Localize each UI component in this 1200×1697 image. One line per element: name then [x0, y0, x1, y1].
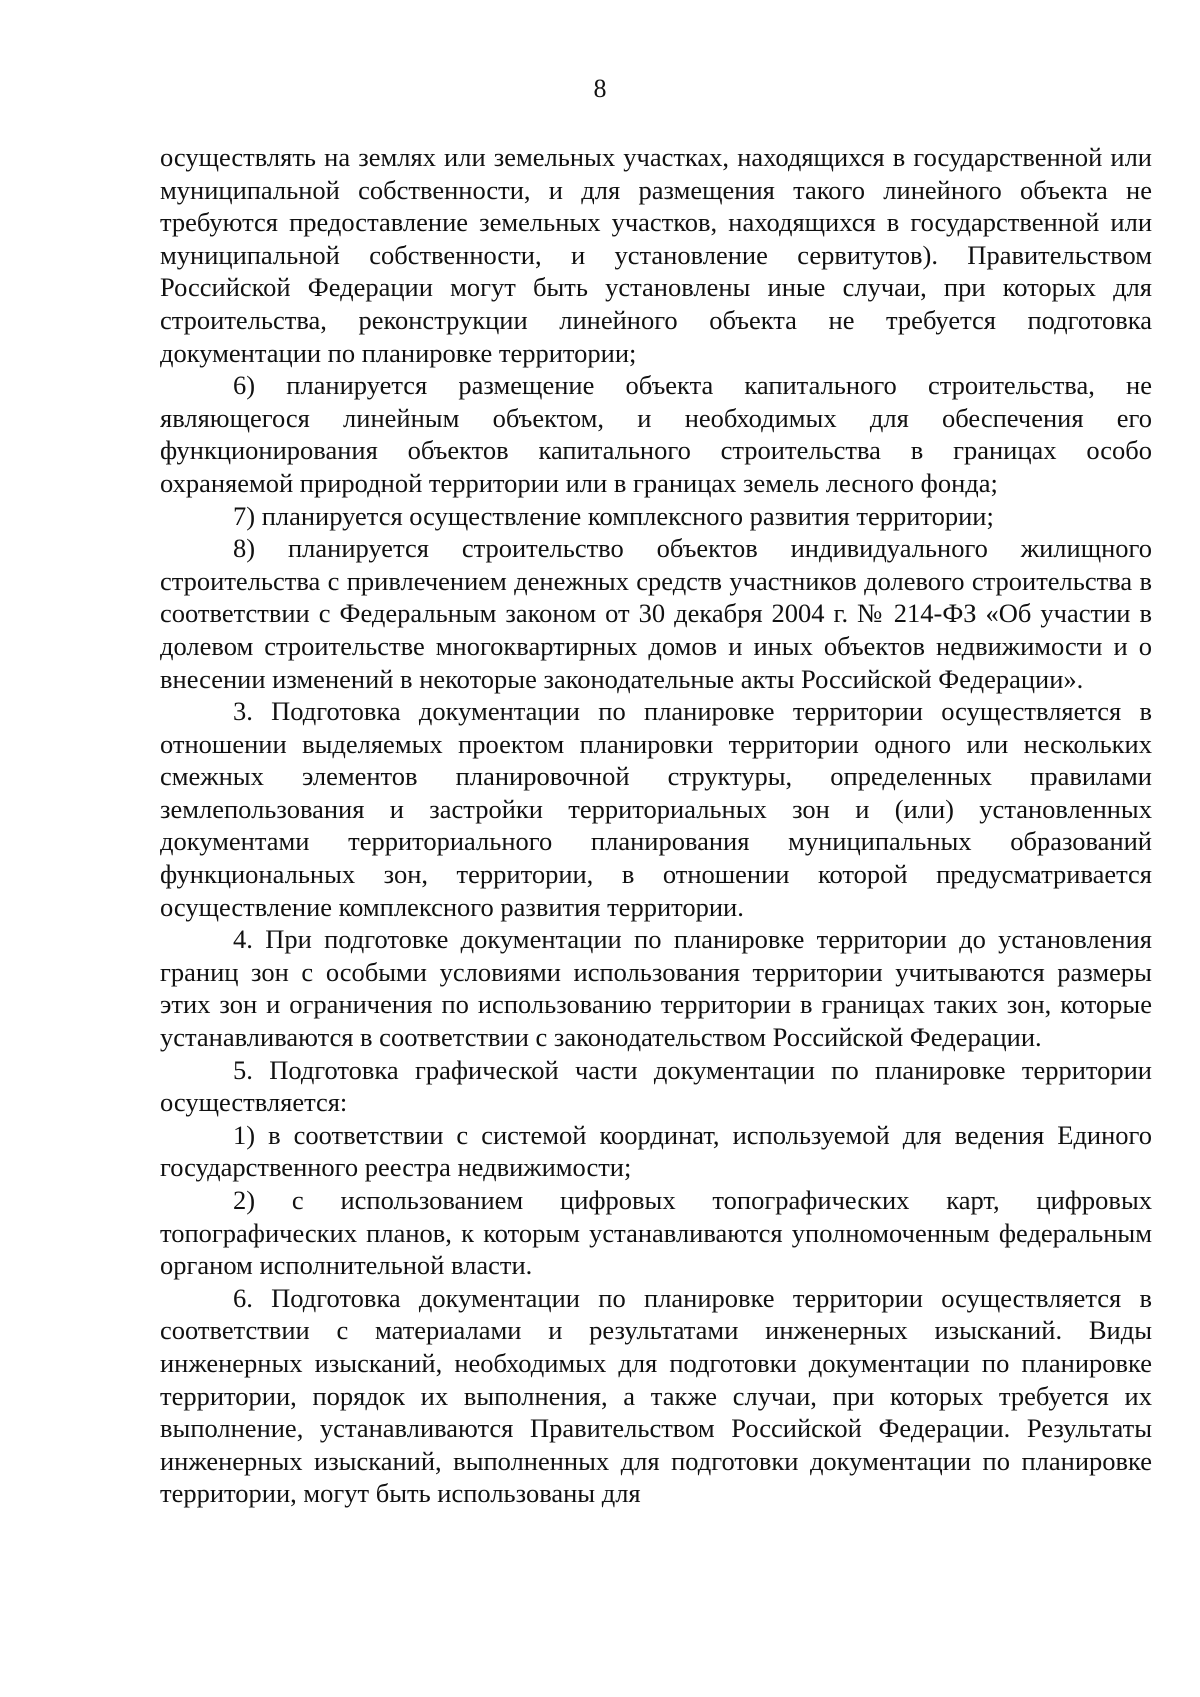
paragraph-section-4: 4. При подготовке документации по планировке территории до установления границ зон с особыми условиями использования территории учитываются размеры этих зон и ограничения по использованию территории в границах таких зон, которые устанавливаются в соответствии с законодательством Российской Федерации. [160, 924, 1152, 1053]
paragraph-continuation: осуществлять на землях или земельных участках, находящихся в государственной или муниципальной собственности, и для размещения такого линейного объекта не требуются предоставление земельных участков, находящихся в государственной или муниципальной собственности, и установление сервитутов). Правительством Российской Федерации могут быть установлены иные случаи, при которых для строительства, реконструкции линейного объекта не требуется подготовка документации по планировке территории; [160, 142, 1152, 368]
document-body [160, 141, 1152, 1510]
paragraph-section-5-item-2: 2) с использованием цифровых топографических карт, цифровых топографических планов, к которым устанавливаются уполномоченным федеральным органом исполнительной власти. [160, 1185, 1152, 1281]
paragraph-item-8: 8) планируется строительство объектов индивидуального жилищного строительства с привлечением денежных средств участников долевого строительства в соответствии с Федеральным законом от 30 декабря 2004 г. № 214-ФЗ «Об участии в долевом строительстве многоквартирных домов и иных объектов недвижимости и о внесении изменений в некоторые законодательные акты Российской Федерации». [160, 533, 1152, 694]
paragraph-item-7: 7) планируется осуществление комплексного развития территории; [233, 500, 994, 531]
paragraph-item-6: 6) планируется размещение объекта капитального строительства, не являющегося линейным объектом, и необходимых для обеспечения его функционирования объектов капитального строительства в границах особо охраняемой природной территории или в границах земель лесного фонда; [160, 370, 1152, 498]
paragraph-section-6: 6. Подготовка документации по планировке территории осуществляется в соответствии с материалами и результатами инженерных изысканий. Виды инженерных изысканий, необходимых для подготовки документации по планировке территории, порядок их выполнения, а также случаи, при которых требуется их выполнение, устанавливаются Правительством Российской Федерации. Результаты инженерных изысканий, выполненных для подготовки документации по планировке территории, могут быть использованы для [160, 1282, 1152, 1509]
page-number: 8 [593, 74, 607, 103]
paragraph-section-5-item-1: 1) в соответствии с системой координат, используемой для ведения Единого государственного реестра недвижимости; [160, 1119, 1152, 1183]
paragraph-section-5: 5. Подготовка графической части документации по планировке территории осуществляется: [160, 1054, 1152, 1118]
paragraph-section-3: 3. Подготовка документации по планировке территории осуществляется в отношении выделяемых проектом планировки территории одного или нескольких смежных элементов планировочной структуры, определенных правилами землепользования и застройки территориальных зон и (или) установленных документами территориального планирования муниципальных образований функциональных зон, территории, в отношении которой предусматривается осуществление комплексного развития территории. [160, 696, 1152, 922]
